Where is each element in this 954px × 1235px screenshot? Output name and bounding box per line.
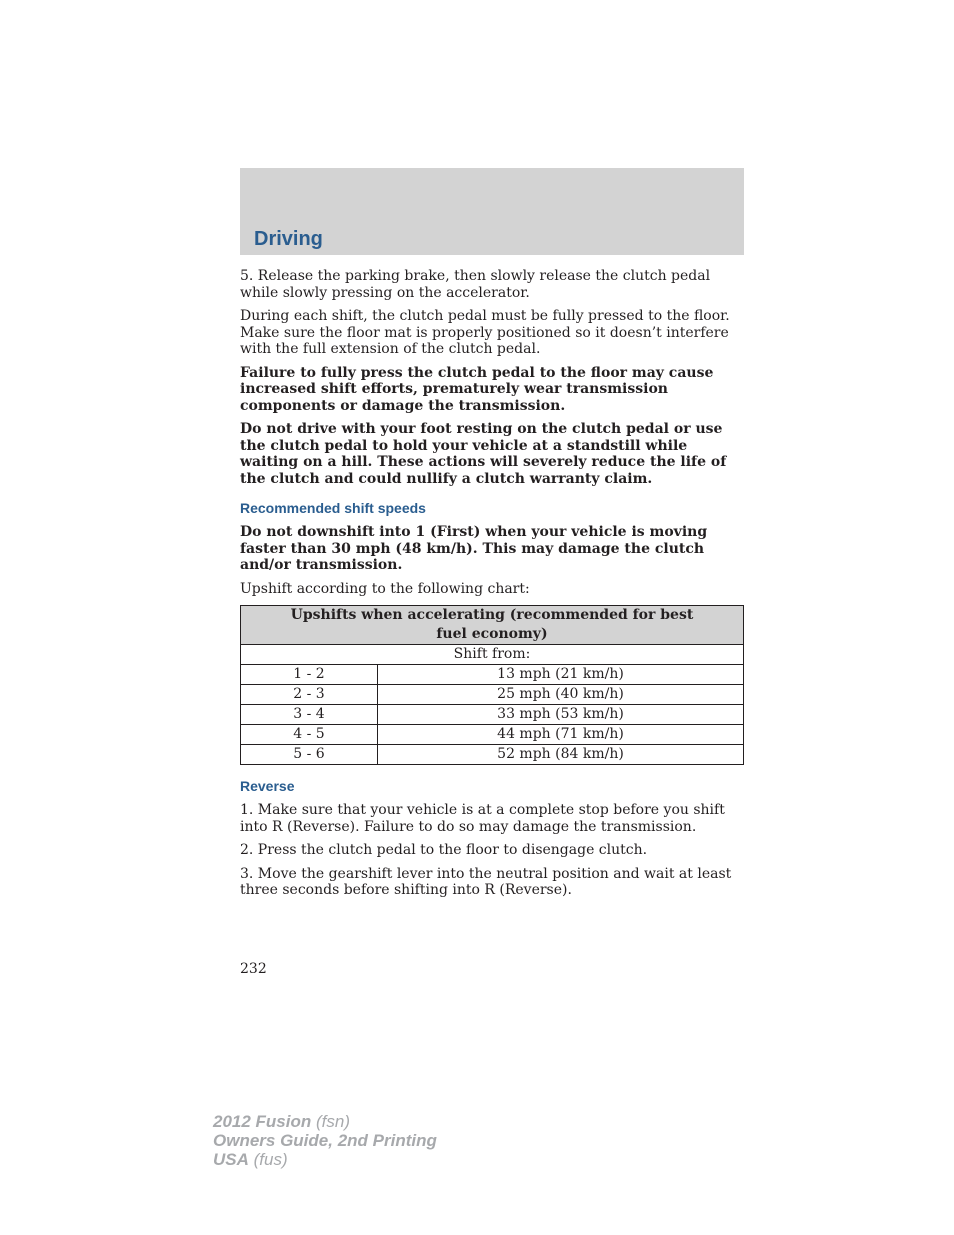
- warning-clutch-press: Failure to fully press the clutch pedal to the floor may cause increased shift efforts, prematurely wear transmission components or damage the transmission.: [240, 364, 714, 414]
- footer-guide: Owners Guide, 2nd Printing: [213, 1131, 437, 1150]
- footer-line-model: [213, 1112, 437, 1131]
- section-header-band: [240, 168, 744, 255]
- speed-cell: 33 mph (53 km/h): [378, 705, 744, 725]
- footer-region-code: (fus): [248, 1150, 288, 1169]
- table-subheader: Shift from:: [241, 645, 744, 665]
- heading-recommended-shift-speeds: Recommended shift speeds: [240, 500, 426, 516]
- upshift-table: [240, 605, 744, 765]
- speed-cell: 44 mph (71 km/h): [378, 725, 744, 745]
- reverse-step-3: 3. Move the gearshift lever into the neutral position and wait at least three seconds before shifting into R (Reverse).: [240, 865, 732, 898]
- speed-cell: 52 mph (84 km/h): [378, 745, 744, 765]
- warning-foot-resting: Do not drive with your foot resting on the clutch pedal or use the clutch pedal to hold your vehicle at a standstill while waiting on a hill. These actions will severely reduce the life of the clutch and could nullify a clutch warranty claim.: [240, 421, 727, 487]
- gear-cell: 1 - 2: [241, 665, 378, 685]
- footer-line-guide: [213, 1131, 437, 1150]
- table-subheader-row: [241, 645, 744, 665]
- paragraph-clutch-shift: During each shift, the clutch pedal must be fully pressed to the floor. Make sure the floor mat is properly positioned so it doesn’t interfere with the full extension of the clutch pedal.: [240, 308, 730, 357]
- table-row: [241, 745, 744, 765]
- heading-reverse: Reverse: [240, 778, 295, 794]
- table-row: [241, 685, 744, 705]
- page-content: [240, 268, 746, 906]
- warning-downshift: Do not downshift into 1 (First) when your vehicle is moving faster than 30 mph (48 km/h). This may damage the clutch and/or transmission.: [240, 524, 708, 573]
- gear-cell: 3 - 4: [241, 705, 378, 725]
- footer-region: USA: [213, 1150, 249, 1169]
- reverse-step-2: 2. Press the clutch pedal to the floor to disengage clutch.: [240, 842, 648, 858]
- speed-cell: 25 mph (40 km/h): [378, 685, 744, 705]
- gear-cell: 5 - 6: [241, 745, 378, 765]
- table-row: [241, 705, 744, 725]
- gear-cell: 4 - 5: [241, 725, 378, 745]
- gear-cell: 2 - 3: [241, 685, 378, 705]
- speed-cell: 13 mph (21 km/h): [378, 665, 744, 685]
- page-number: 232: [240, 961, 267, 977]
- table-caption-row: [241, 606, 744, 645]
- table-caption: Upshifts when accelerating (recommended for best fuel economy): [241, 606, 744, 645]
- table-row: [241, 725, 744, 745]
- table-row: [241, 665, 744, 685]
- footer-model: 2012 Fusion: [213, 1112, 312, 1131]
- paragraph-upshift-intro: Upshift according to the following chart:: [240, 580, 530, 597]
- footer-line-region: [213, 1150, 437, 1169]
- footer-model-code: (fsn): [311, 1112, 350, 1131]
- section-title: Driving: [254, 228, 323, 250]
- document-footer: [213, 1112, 437, 1169]
- paragraph-release-brake: 5. Release the parking brake, then slowly release the clutch pedal while slowly pressing on the accelerator.: [240, 268, 711, 301]
- reverse-step-1: 1. Make sure that your vehicle is at a complete stop before you shift into R (Reverse). Failure to do so may damage the transmission.: [240, 802, 725, 835]
